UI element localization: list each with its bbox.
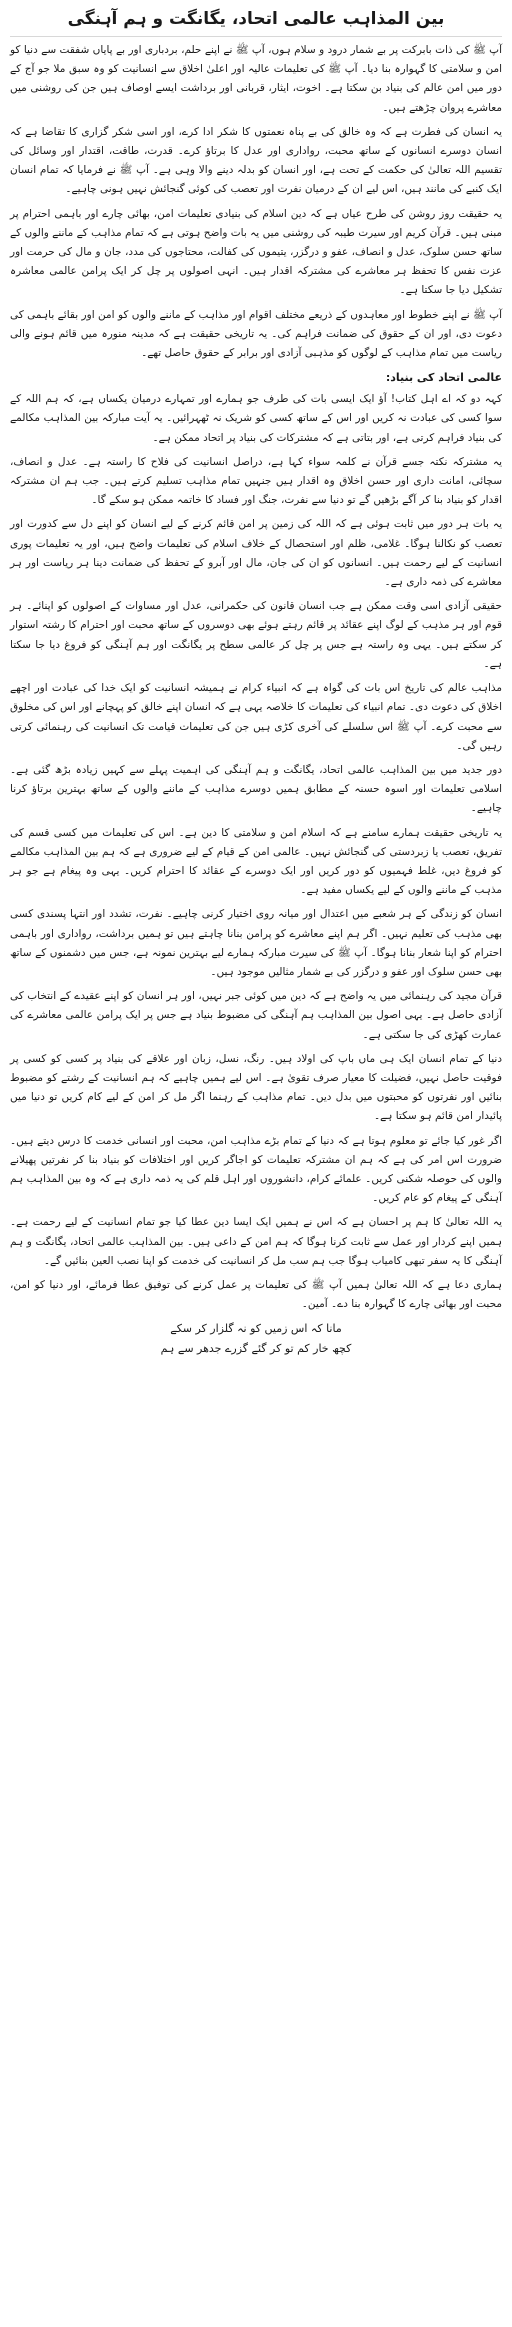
article-paragraph: انسان کو زندگی کے ہر شعبے میں اعتدال اور میانہ روی اختیار کرنی چاہیے۔ نفرت، تشدد اور انتہا پسندی کسی بھی مذہب کی تعلیم نہیں۔ اگر ہم اپنے معاشرے کو پرامن بنانا چاہتے ہیں تو ہمیں برداشت، رواداری اور باہمی احترام کو اپنا شعار بنانا ہوگا۔ آپ ﷺ کی سیرت مبارکہ ہمارے لیے بہترین نمونہ ہے، جس میں دشمنوں کے ساتھ بھی حسن سلوک اور عفو و درگزر کی بے شمار مثالیں موجود ہیں۔ (10, 908, 502, 978)
article-paragraph: آپ ﷺ کی ذات بابرکت پر بے شمار درود و سلام ہوں، آپ ﷺ نے اپنے حلم، بردباری اور بے پایاں شفقت سے دنیا کو امن و سلامتی کا گہوارہ بنا دیا۔ آپ ﷺ کی تعلیمات عالیہ اور اعلیٰ اخلاق سے انسانیت کو وہ سبق ملا جو آج کے دور میں امن عالم کی بنیاد بن سکتا ہے۔ اخوت، ایثار، قربانی اور برداشت ایسے اوصاف ہیں جن کی روشنی میں معاشرے پروان چڑھتے ہیں۔ (10, 44, 502, 114)
closing-verse-line-1: مانا کہ اس زمیں کو نہ گلزار کر سکے (170, 1322, 342, 1336)
article-paragraph: یہ مشترکہ نکتہ جسے قرآن نے کلمہ سواء کہا ہے، دراصل انسانیت کی فلاح کا راستہ ہے۔ عدل و انصاف، سچائی، امانت داری اور حسن اخلاق وہ اقدار ہیں جنہیں تمام مذاہب تسلیم کرتے ہیں۔ جب ہم ان مشترکہ اقدار کو بنیاد بنا کر آگے بڑھیں گے تو دنیا سے نفرت، جنگ اور فساد کا خاتمہ ممکن ہو سکے گا۔ (10, 455, 502, 507)
article-paragraph: یہ تاریخی حقیقت ہمارے سامنے ہے کہ اسلام امن و سلامتی کا دین ہے۔ اس کی تعلیمات میں کسی قسم کی تفریق، تعصب یا زبردستی کی گنجائش نہیں۔ عالمی امن کے قیام کے لیے ضروری ہے کہ ہم بین المذاہب مکالمے کو فروغ دیں، غلط فہمیوں کو دور کریں اور ایک دوسرے کے عقائد کا احترام کریں۔ یہی وہ پیغام ہے جو ہر مذہب کے ماننے والوں کے لیے یکساں مفید ہے۔ (10, 826, 502, 897)
article-paragraph: دور جدید میں بین المذاہب عالمی اتحاد، یگانگت و ہم آہنگی کی اہمیت پہلے سے کہیں زیادہ بڑھ گئی ہے۔ اسلامی تعلیمات اور اسوہ حسنہ کے مطابق ہمیں دوسرے مذاہب کے ماننے والوں کے ساتھ بہترین برتاؤ کرنا چاہیے۔ (10, 763, 502, 815)
article-paragraph: آپ ﷺ نے اپنے خطوط اور معاہدوں کے ذریعے مختلف اقوام اور مذاہب کے ماننے والوں کو امن اور بقائے باہمی کی دعوت دی، اور ان کے حقوق کی ضمانت فراہم کی۔ یہ تاریخی حقیقت ہے کہ مدینہ منورہ میں قائم ہونے والی ریاست میں تمام مذاہب کے لوگوں کو مذہبی آزادی اور برابر کے حقوق حاصل تھے۔ (10, 308, 502, 360)
article-paragraph: کہہ دو کہ اے اہل کتاب! آؤ ایک ایسی بات کی طرف جو ہمارے اور تمہارے درمیان یکساں ہے، کہ ہم اللہ کے سوا کسی کی عبادت نہ کریں اور اس کے ساتھ کسی کو شریک نہ ٹھہرائیں۔ یہ آیت مبارکہ بین المذاہب مکالمے کی بنیاد فراہم کرتی ہے، اور بتاتی ہے کہ مشترکات کی بنیاد پر اتحاد ممکن ہے۔ (10, 393, 502, 444)
article-paragraph: یہ انسان کی فطرت ہے کہ وہ خالق کی بے پناہ نعمتوں کا شکر ادا کرے، اور اسی شکر گزاری کا تقاضا ہے کہ انسان دوسرے انسانوں کے ساتھ محبت، رواداری اور عدل کا برتاؤ کرے۔ قدرت، طاقت، اقتدار اور وسائل کی تقسیم اللہ تعالیٰ کی حکمت کے تحت ہے، اور انسان کو بدلہ دینے والا وہی ہے۔ آپ ﷺ نے فرمایا کہ تمام انسان ایک کنبے کی مانند ہیں، اس لیے ان کے درمیان نفرت اور تعصب کی کوئی گنجائش نہیں ہونی چاہیے۔ (10, 125, 502, 196)
section-subheading: عالمی اتحاد کی بنیاد: (385, 371, 502, 385)
article-paragraph: قرآن مجید کی رہنمائی میں یہ واضح ہے کہ دین میں کوئی جبر نہیں، اور ہر انسان کو اپنے عقیدے کے انتخاب کی آزادی حاصل ہے۔ یہی اصول بین المذاہب ہم آہنگی کی مضبوط بنیاد ہے جس پر ایک پرامن عالمی معاشرے کی عمارت کھڑی کی جا سکتی ہے۔ (10, 990, 502, 1041)
article-paragraph: اگر غور کیا جائے تو معلوم ہوتا ہے کہ دنیا کے تمام بڑے مذاہب امن، محبت اور انسانی خدمت کا درس دیتے ہیں۔ ضرورت اس امر کی ہے کہ ہم ان مشترکہ تعلیمات کو اجاگر کریں اور اختلافات کو بنیاد بنا کر نفرتیں پھیلانے والوں کی حوصلہ شکنی کریں۔ علمائے کرام، دانشوروں اور اہل قلم کی یہ ذمہ داری ہے کہ وہ بین المذاہب ہم آہنگی کے پیغام کو عام کریں۔ (10, 1134, 502, 1205)
article-paragraph: مذاہب عالم کی تاریخ اس بات کی گواہ ہے کہ انبیاء کرام نے ہمیشہ انسانیت کو ایک خدا کی عبادت اور اچھے اخلاق کی دعوت دی۔ تمام انبیاء کی تعلیمات کا خلاصہ یہی ہے کہ انسان اپنے خالق کو پہچانے اور اس کی مخلوق سے محبت کرے۔ آپ ﷺ اس سلسلے کی آخری کڑی ہیں جن کی تعلیمات قیامت تک انسانیت کی رہنمائی کرتی رہیں گی۔ (10, 682, 502, 752)
article-paragraph: یہ بات ہر دور میں ثابت ہوئی ہے کہ اللہ کی زمین پر امن قائم کرنے کے لیے انسان کو اپنے دل سے کدورت اور تعصب کو نکالنا ہوگا۔ غلامی، ظلم اور استحصال کے خلاف اسلام کی تعلیمات واضح ہیں، اور یہ تعلیمات پوری انسانیت کے لیے رحمت ہیں۔ انسانوں کو ان کی جان، مال اور آبرو کے تحفظ کی ضمانت دینا ہر ریاست اور ہر معاشرے کی ذمہ داری ہے۔ (10, 518, 502, 589)
article-paragraph: یہ اللہ تعالیٰ کا ہم پر احسان ہے کہ اس نے ہمیں ایک ایسا دین عطا کیا جو تمام انسانیت کے لیے رحمت ہے۔ ہمیں اپنے کردار اور عمل سے ثابت کرنا ہوگا کہ ہم امن کے داعی ہیں۔ بین المذاہب عالمی اتحاد، یگانگت و ہم آہنگی کا یہ سفر تبھی کامیاب ہوگا جب ہم سب مل کر انسانیت کی خدمت کو اپنا نصب العین بنائیں گے۔ (10, 1216, 502, 1267)
article-paragraph: حقیقی آزادی اسی وقت ممکن ہے جب انسان قانون کی حکمرانی، عدل اور مساوات کے اصولوں کو اپنائے۔ ہر قوم اور ہر مذہب کے لوگ اپنے عقائد پر قائم رہتے ہوئے بھی دوسروں کے ساتھ محبت اور احترام کا رشتہ استوار کر سکتے ہیں۔ یہی وہ راستہ ہے جس پر چل کر عالمی سطح پر یگانگت اور ہم آہنگی کو فروغ دیا جا سکتا ہے۔ (10, 600, 502, 670)
closing-verse-line-2: کچھ خار کم تو کر گئے گزرے جدھر سے ہم (160, 1342, 352, 1356)
article-title: بین المذاہب عالمی اتحاد، یگانگت و ہم آہنگی (10, 6, 502, 37)
article-paragraph: ہماری دعا ہے کہ اللہ تعالیٰ ہمیں آپ ﷺ کی تعلیمات پر عمل کرنے کی توفیق عطا فرمائے، اور دنیا کو امن، محبت اور بھائی چارے کا گہوارہ بنا دے۔ آمین۔ (10, 1278, 502, 1311)
article-paragraph: دنیا کے تمام انسان ایک ہی ماں باپ کی اولاد ہیں۔ رنگ، نسل، زبان اور علاقے کی بنیاد پر کسی کو کسی پر فوقیت حاصل نہیں، فضیلت کا معیار صرف تقویٰ ہے۔ اس لیے ہمیں چاہیے کہ ہم انسانیت کے رشتے کو مضبوط بنائیں اور نفرتوں کو محبتوں میں بدل دیں۔ تمام مذاہب کے رہنما اگر مل کر امن کے لیے کام کریں تو دنیا میں پائیدار امن قائم ہو سکتا ہے۔ (10, 1052, 502, 1123)
article-paragraph: یہ حقیقت روز روشن کی طرح عیاں ہے کہ دین اسلام کی بنیادی تعلیمات امن، بھائی چارے اور باہمی احترام پر مبنی ہیں۔ قرآن کریم اور سیرت طیبہ کی روشنی میں یہ بات واضح ہوتی ہے کہ تمام مذاہب کے ماننے والوں کے ساتھ حسن سلوک، عدل و انصاف، عفو و درگزر، یتیموں کی کفالت، محتاجوں کی مدد، جان و مال کی حرمت اور عزت نفس کا تحفظ ہر معاشرے کی مشترکہ اقدار ہیں۔ انہی اصولوں پر چل کر ایک پرامن عالمی معاشرہ تشکیل دیا جا سکتا ہے۔ (10, 207, 502, 297)
